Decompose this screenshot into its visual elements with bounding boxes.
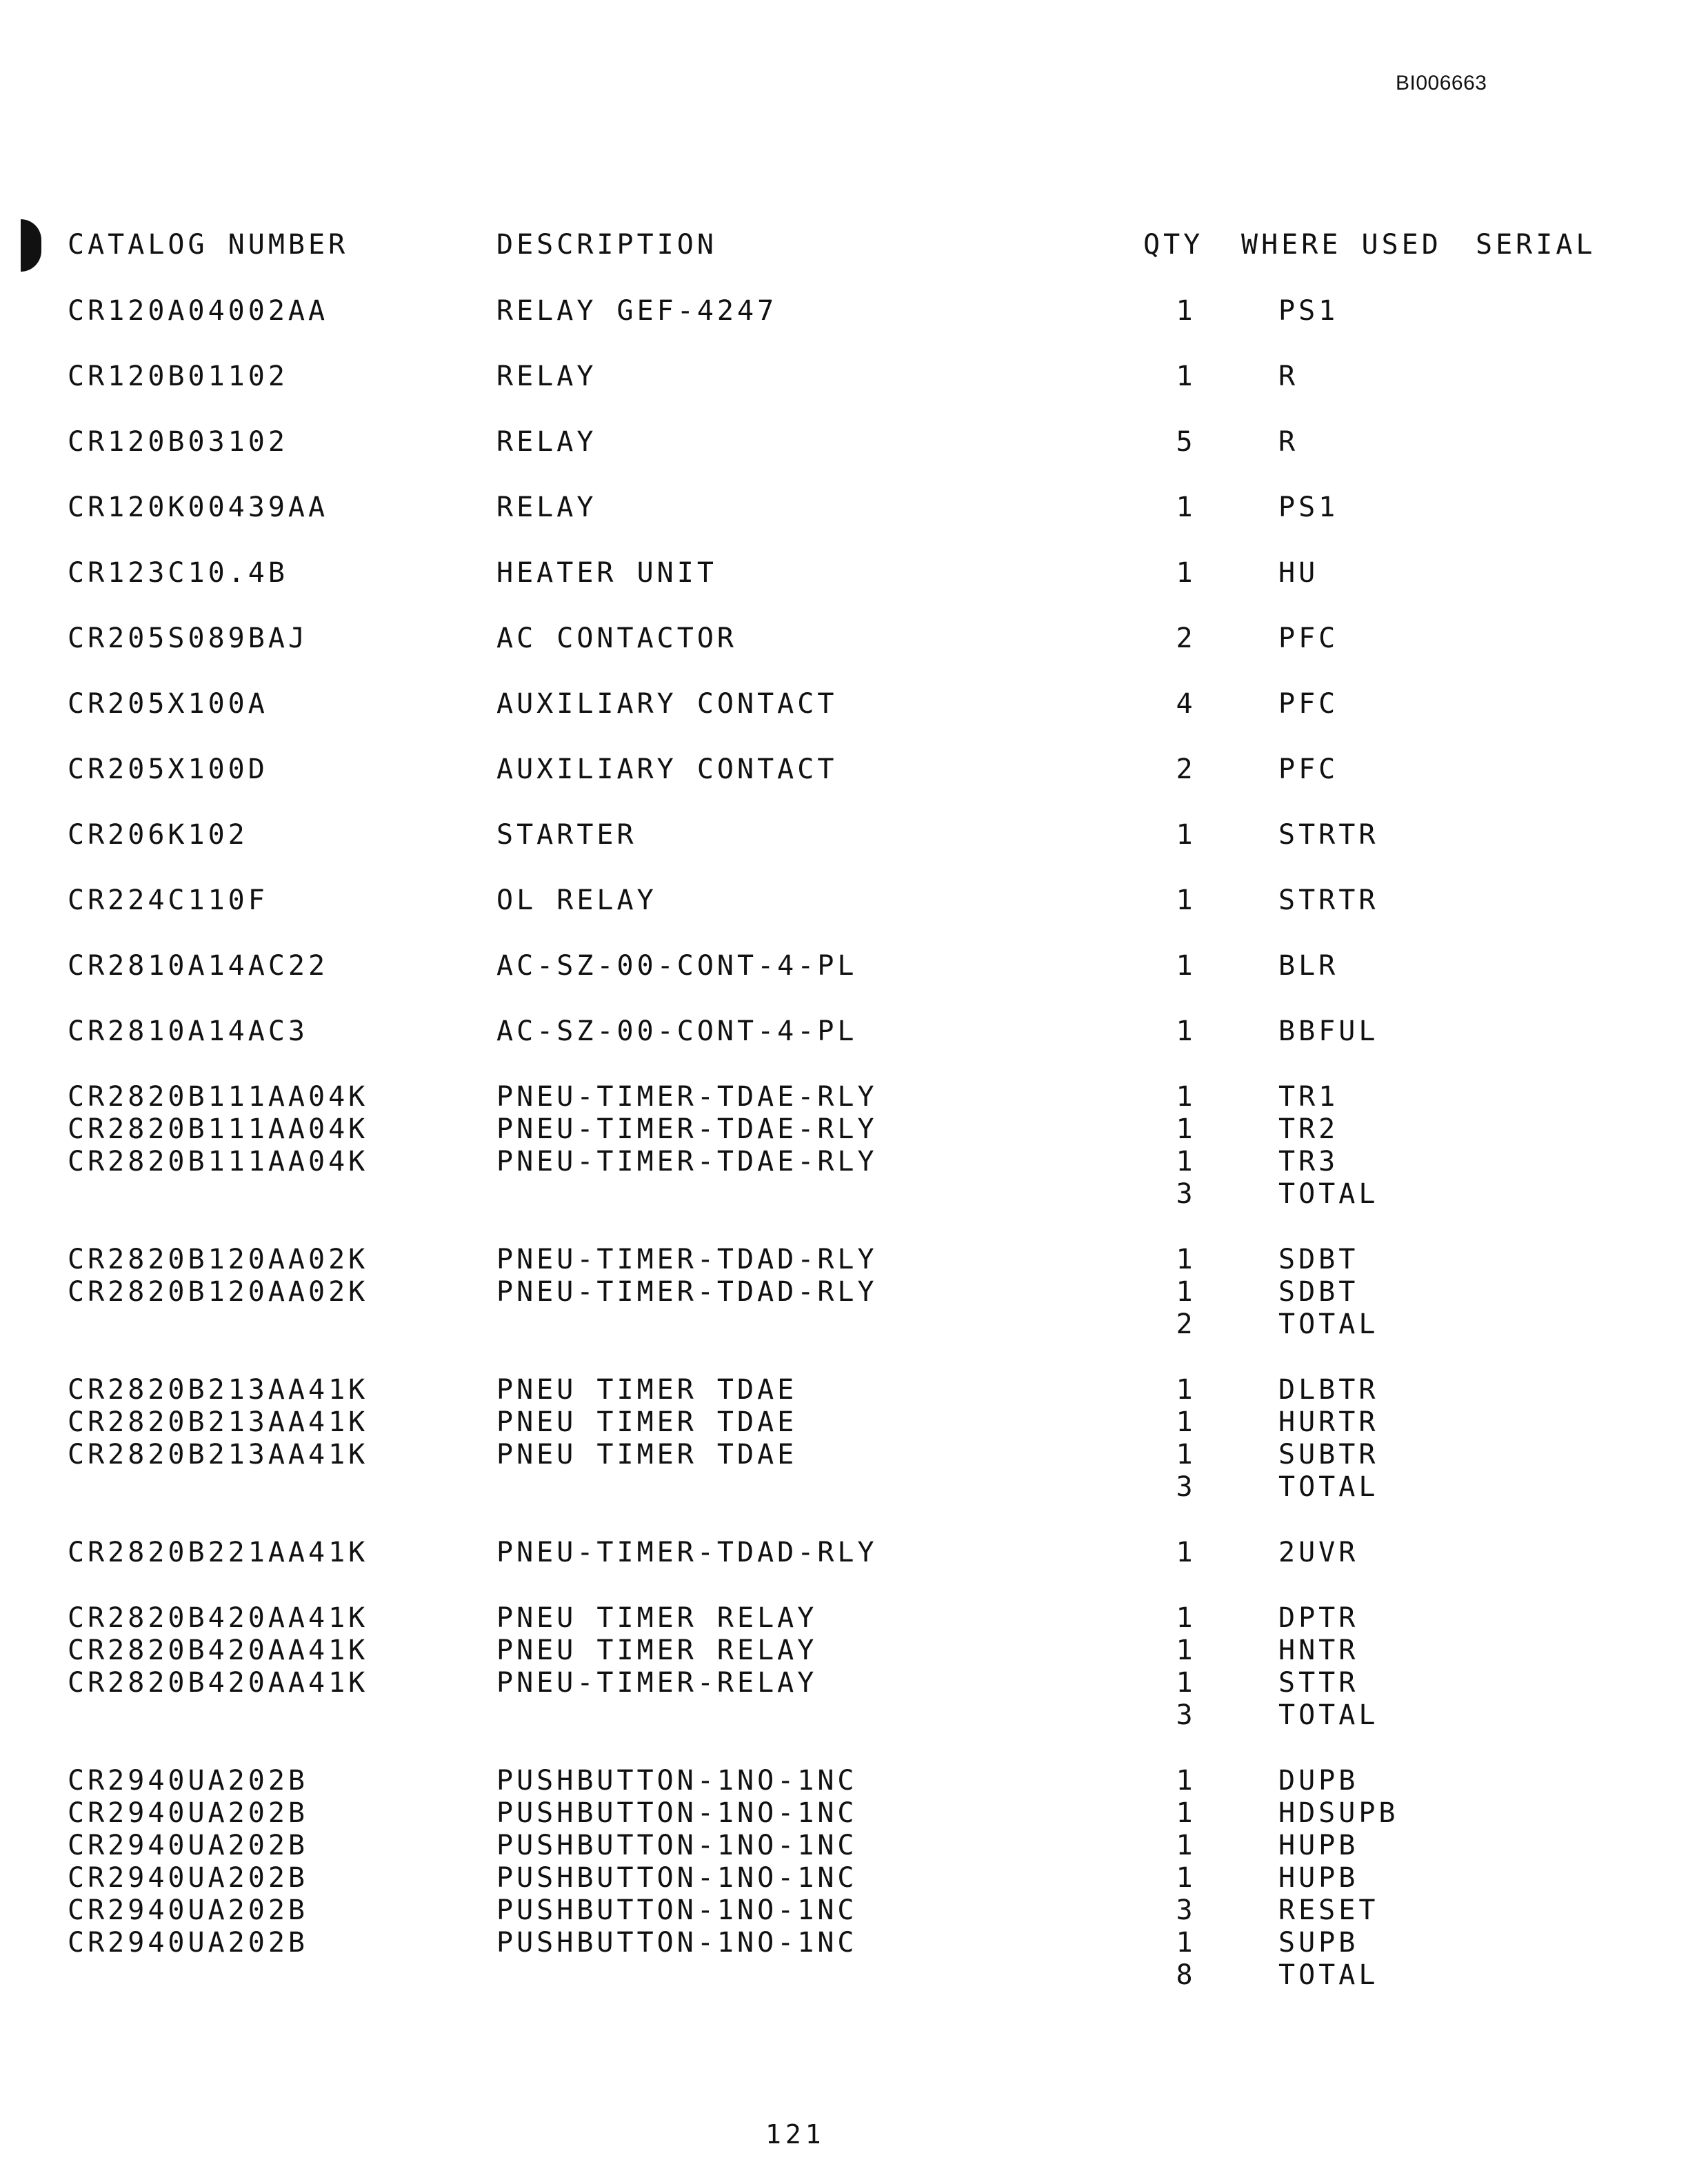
table-row [0, 1439, 1688, 1471]
where-used-cell: SUBTR [1278, 1439, 1379, 1470]
catalog-number-cell: CR120A04002AA [68, 295, 329, 327]
catalog-number-cell: CR2820B120AA02K [68, 1276, 369, 1308]
description-cell: PNEU-TIMER-TDAE-RLY [496, 1081, 878, 1113]
qty-cell: 1 [1176, 1146, 1196, 1177]
catalog-number-cell: CR123C10.4B [68, 557, 288, 589]
qty-cell: 1 [1176, 1927, 1196, 1959]
table-row [0, 1894, 1688, 1927]
where-used-cell: STTR [1278, 1667, 1359, 1699]
description-cell: PUSHBUTTON-1NO-1NC [496, 1830, 858, 1861]
qty-cell: 1 [1176, 1602, 1196, 1634]
description-cell: PNEU-TIMER-TDAD-RLY [496, 1244, 878, 1275]
description-cell: HEATER UNIT [496, 557, 717, 589]
table-row [0, 623, 1688, 655]
catalog-number-cell: CR206K102 [68, 819, 248, 851]
total-row [0, 1959, 1688, 1992]
where-used-cell: R [1278, 426, 1299, 458]
qty-cell: 3 [1176, 1894, 1196, 1926]
where-used-cell: 2UVR [1278, 1537, 1359, 1568]
description-cell: AC CONTACTOR [496, 623, 737, 654]
qty-cell: 4 [1176, 688, 1196, 720]
table-row [0, 1602, 1688, 1635]
table-row [0, 1537, 1688, 1569]
table-row [0, 1765, 1688, 1797]
qty-cell: 1 [1176, 884, 1196, 916]
qty-cell: 5 [1176, 426, 1196, 458]
description-cell: RELAY [496, 361, 597, 392]
where-used-cell: DPTR [1278, 1602, 1359, 1634]
where-used-cell: HURTR [1278, 1406, 1379, 1438]
header-serial: SERIAL [1476, 229, 1596, 261]
catalog-number-cell: CR2810A14AC22 [68, 950, 329, 982]
qty-cell: 8 [1176, 1959, 1196, 1991]
where-used-cell: TR3 [1278, 1146, 1339, 1177]
table-row [0, 1927, 1688, 1959]
catalog-number-cell: CR2820B213AA41K [68, 1439, 369, 1470]
description-cell: AC-SZ-00-CONT-4-PL [496, 950, 858, 982]
where-used-cell: TOTAL [1278, 1959, 1379, 1991]
description-cell: PNEU-TIMER-TDAE-RLY [496, 1146, 878, 1177]
catalog-number-cell: CR2820B221AA41K [68, 1537, 369, 1568]
where-used-cell: HNTR [1278, 1635, 1359, 1666]
where-used-cell: HUPB [1278, 1830, 1359, 1861]
table-row [0, 1081, 1688, 1113]
header-description: DESCRIPTION [496, 229, 717, 261]
description-cell: RELAY GEF-4247 [496, 295, 778, 327]
qty-cell: 1 [1176, 1113, 1196, 1145]
table-row [0, 884, 1688, 917]
description-cell: PNEU TIMER RELAY [496, 1635, 818, 1666]
table-row [0, 1830, 1688, 1862]
description-cell: PNEU TIMER TDAE [496, 1406, 798, 1438]
catalog-number-cell: CR120B03102 [68, 426, 288, 458]
description-cell: AUXILIARY CONTACT [496, 754, 838, 785]
where-used-cell: DUPB [1278, 1765, 1359, 1797]
qty-cell: 1 [1176, 819, 1196, 851]
where-used-cell: TOTAL [1278, 1178, 1379, 1210]
qty-cell: 2 [1176, 1308, 1196, 1340]
catalog-number-cell: CR2940UA202B [68, 1830, 308, 1861]
table-row [0, 295, 1688, 327]
table-row [0, 950, 1688, 982]
where-used-cell: HU [1278, 557, 1319, 589]
total-row [0, 1471, 1688, 1504]
where-used-cell: TR1 [1278, 1081, 1339, 1113]
qty-cell: 1 [1176, 1081, 1196, 1113]
qty-cell: 3 [1176, 1178, 1196, 1210]
description-cell: PNEU-TIMER-RELAY [496, 1667, 818, 1699]
catalog-number-cell: CR2940UA202B [68, 1765, 308, 1797]
qty-cell: 1 [1176, 1635, 1196, 1666]
where-used-cell: RESET [1278, 1894, 1379, 1926]
qty-cell: 1 [1176, 1015, 1196, 1047]
description-cell: PUSHBUTTON-1NO-1NC [496, 1862, 858, 1894]
catalog-number-cell: CR2820B213AA41K [68, 1406, 369, 1438]
where-used-cell: BBFUL [1278, 1015, 1379, 1047]
total-row [0, 1178, 1688, 1211]
where-used-cell: SUPB [1278, 1927, 1359, 1959]
qty-cell: 1 [1176, 1374, 1196, 1406]
table-row [0, 1667, 1688, 1699]
qty-cell: 3 [1176, 1471, 1196, 1503]
qty-cell: 2 [1176, 623, 1196, 654]
table-row [0, 361, 1688, 393]
qty-cell: 1 [1176, 1797, 1196, 1829]
qty-cell: 1 [1176, 557, 1196, 589]
description-cell: PNEU-TIMER-TDAD-RLY [496, 1537, 878, 1568]
description-cell: AC-SZ-00-CONT-4-PL [496, 1015, 858, 1047]
qty-cell: 1 [1176, 1830, 1196, 1861]
catalog-number-cell: CR2820B420AA41K [68, 1667, 369, 1699]
table-row [0, 754, 1688, 786]
description-cell: AUXILIARY CONTACT [496, 688, 838, 720]
qty-cell: 1 [1176, 295, 1196, 327]
catalog-number-cell: CR205X100D [68, 754, 268, 785]
description-cell: PNEU TIMER TDAE [496, 1439, 798, 1470]
qty-cell: 1 [1176, 1667, 1196, 1699]
qty-cell: 2 [1176, 754, 1196, 785]
table-row [0, 1374, 1688, 1406]
qty-cell: 1 [1176, 1439, 1196, 1470]
description-cell: STARTER [496, 819, 637, 851]
table-row [0, 426, 1688, 458]
qty-cell: 1 [1176, 950, 1196, 982]
table-row [0, 1113, 1688, 1146]
where-used-cell: STRTR [1278, 819, 1379, 851]
catalog-number-cell: CR2820B111AA04K [68, 1113, 369, 1145]
table-row [0, 819, 1688, 851]
qty-cell: 3 [1176, 1699, 1196, 1731]
description-cell: PNEU-TIMER-TDAD-RLY [496, 1276, 878, 1308]
catalog-number-cell: CR120K00439AA [68, 492, 329, 523]
where-used-cell: DLBTR [1278, 1374, 1379, 1406]
table-row [0, 688, 1688, 720]
where-used-cell: TOTAL [1278, 1699, 1379, 1731]
description-cell: PUSHBUTTON-1NO-1NC [496, 1894, 858, 1926]
where-used-cell: STRTR [1278, 884, 1379, 916]
qty-cell: 1 [1176, 1244, 1196, 1275]
catalog-number-cell: CR2940UA202B [68, 1894, 308, 1926]
page-number: 121 [765, 2119, 825, 2150]
description-cell: RELAY [496, 492, 597, 523]
description-cell: OL RELAY [496, 884, 657, 916]
description-cell: PUSHBUTTON-1NO-1NC [496, 1927, 858, 1959]
table-row [0, 1406, 1688, 1439]
where-used-cell: PFC [1278, 688, 1339, 720]
header-qty: QTY [1143, 229, 1204, 261]
table-row [0, 1276, 1688, 1308]
where-used-cell: R [1278, 361, 1299, 392]
where-used-cell: PS1 [1278, 492, 1339, 523]
qty-cell: 1 [1176, 1406, 1196, 1438]
qty-cell: 1 [1176, 1862, 1196, 1894]
total-row [0, 1308, 1688, 1341]
table-row [0, 557, 1688, 589]
total-row [0, 1699, 1688, 1732]
catalog-number-cell: CR120B01102 [68, 361, 288, 392]
description-cell: PUSHBUTTON-1NO-1NC [496, 1797, 858, 1829]
table-row [0, 1244, 1688, 1276]
catalog-number-cell: CR205X100A [68, 688, 268, 720]
table-row [0, 492, 1688, 524]
table-row [0, 1146, 1688, 1178]
where-used-cell: PS1 [1278, 295, 1339, 327]
catalog-number-cell: CR2940UA202B [68, 1797, 308, 1829]
table-row [0, 1862, 1688, 1894]
catalog-number-cell: CR224C110F [68, 884, 268, 916]
catalog-number-cell: CR2820B111AA04K [68, 1081, 369, 1113]
document-id: BI006663 [1396, 72, 1487, 94]
where-used-cell: SDBT [1278, 1276, 1359, 1308]
table-row [0, 1635, 1688, 1667]
column-headers [0, 229, 1688, 263]
where-used-cell: TR2 [1278, 1113, 1339, 1145]
qty-cell: 1 [1176, 1765, 1196, 1797]
table-row [0, 1015, 1688, 1048]
catalog-number-cell: CR2940UA202B [68, 1927, 308, 1959]
qty-cell: 1 [1176, 1276, 1196, 1308]
catalog-number-cell: CR2820B213AA41K [68, 1374, 369, 1406]
catalog-number-cell: CR2940UA202B [68, 1862, 308, 1894]
qty-cell: 1 [1176, 1537, 1196, 1568]
where-used-cell: SDBT [1278, 1244, 1359, 1275]
header-where-used: WHERE USED [1241, 229, 1442, 261]
catalog-number-cell: CR2820B420AA41K [68, 1602, 369, 1634]
catalog-number-cell: CR2810A14AC3 [68, 1015, 308, 1047]
parts-table [0, 295, 1688, 1992]
catalog-number-cell: CR2820B420AA41K [68, 1635, 369, 1666]
where-used-cell: HUPB [1278, 1862, 1359, 1894]
header-catalog-number: CATALOG NUMBER [68, 229, 349, 261]
description-cell: PUSHBUTTON-1NO-1NC [496, 1765, 858, 1797]
description-cell: PNEU-TIMER-TDAE-RLY [496, 1113, 878, 1145]
description-cell: PNEU TIMER TDAE [496, 1374, 798, 1406]
where-used-cell: TOTAL [1278, 1308, 1379, 1340]
description-cell: RELAY [496, 426, 597, 458]
where-used-cell: HDSUPB [1278, 1797, 1399, 1829]
table-row [0, 1797, 1688, 1830]
qty-cell: 1 [1176, 492, 1196, 523]
catalog-number-cell: CR205S089BAJ [68, 623, 308, 654]
catalog-number-cell: CR2820B120AA02K [68, 1244, 369, 1275]
where-used-cell: PFC [1278, 623, 1339, 654]
where-used-cell: TOTAL [1278, 1471, 1379, 1503]
qty-cell: 1 [1176, 361, 1196, 392]
where-used-cell: PFC [1278, 754, 1339, 785]
catalog-number-cell: CR2820B111AA04K [68, 1146, 369, 1177]
where-used-cell: BLR [1278, 950, 1339, 982]
description-cell: PNEU TIMER RELAY [496, 1602, 818, 1634]
